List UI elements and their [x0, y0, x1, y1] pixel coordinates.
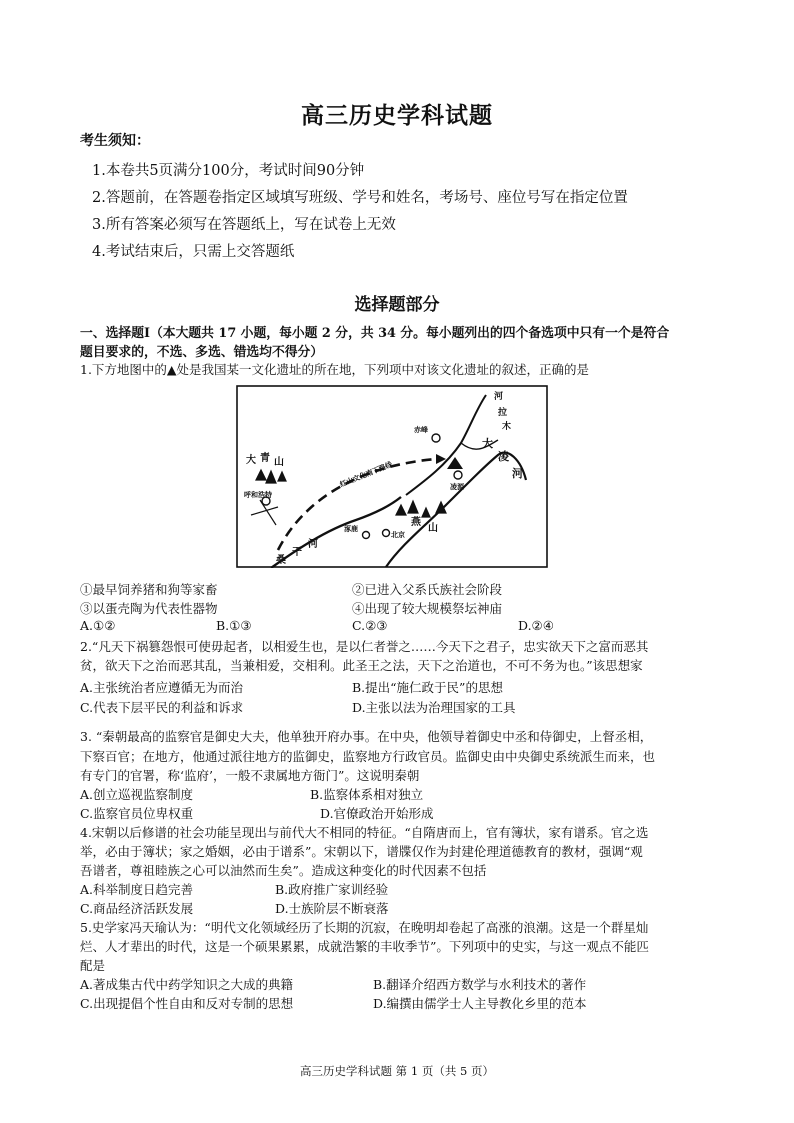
map-label: 呼和浩特 [244, 491, 272, 499]
map-label: 燕 [411, 517, 421, 528]
map-label: 木 [502, 422, 512, 432]
q1-option-b: B.①③ [216, 618, 252, 633]
q1-stem: 1.下方地图中的▲处是我国某一文化遗址的所在地，下列项中对该文化遗址的叙述，正确的是 [80, 362, 590, 377]
q2-option-d: D.主张以法为治理国家的工具 [352, 700, 516, 715]
notice-item: 2.答题前，在答题卷指定区域填写班级、学号和姓名，考场号、座位号写在指定位置 [92, 190, 628, 206]
q4-stem-line1: 4.宋朝以后修谱的社会功能呈现出与前代大不相同的特征。“自隋唐而上，官有簿状，家有谱系。官之选 [80, 825, 649, 840]
q3-option-d: D.官僚政治开始形成 [320, 806, 434, 821]
q1-option-d: D.②④ [518, 618, 554, 633]
q2-option-a: A.主张统治者应遵循无为而治 [80, 680, 244, 695]
part-instructions-line1: 一、选择题Ⅰ（本大题共 17 小题，每小题 2 分，共 34 分。每小题列出的四个备选项中只有一个是符合 [80, 326, 670, 341]
notice-item: 1.本卷共5页满分100分，考试时间90分钟 [92, 163, 365, 179]
notice-heading: 考生须知： [80, 133, 150, 149]
q3-stem-line3: 有专门的官署，称‘监府’，一般不隶属地方衙门”。这说明秦朝 [80, 768, 420, 783]
q2-stem-line1: 2.“凡天下祸篡怨恨可使毋起者，以相爱生也，是以仁者誉之……今天下之君子，忠实欲天下之富而恶其 [80, 639, 649, 654]
notice-item: 4.考试结束后，只需上交答题纸 [92, 244, 295, 260]
map-label: 涿鹿 [344, 525, 358, 533]
q1-statement-4: ④出现了较大规模祭坛神庙 [352, 601, 503, 616]
map-label: 河 [308, 539, 318, 550]
q5-option-b: B.翻译介绍西方数学与水利技术的著作 [373, 977, 587, 992]
city-zhuolu [363, 532, 370, 539]
map-label: 凌源 [450, 483, 464, 491]
map-label: 河 [494, 392, 504, 402]
page-footer: 高三历史学科试题 第 1 页（共 5 页） [300, 1064, 494, 1078]
q5-option-a: A.著成集古代中药学知识之大成的典籍 [80, 977, 294, 992]
part-instructions-line2: 题目要求的，不选、多选、错选均不得分） [80, 345, 324, 360]
q1-statement-1: ①最早饲养猪和狗等家畜 [80, 582, 218, 597]
map-label: 凌 [498, 450, 509, 463]
q4-stem-line3: 吾谱者，尊祖睦族之心可以油然而生矣”。造成这种变化的时代因素不包括 [80, 863, 487, 878]
page-title: 高三历史学科试题 [301, 102, 493, 129]
map-label: 山 [428, 523, 438, 534]
map-label: 红山文化南下路线 [338, 460, 394, 489]
q3-option-c: C.监察官员位卑权重 [80, 806, 194, 821]
city-chifeng [432, 434, 440, 442]
q3-option-a: A.创立巡视监察制度 [80, 787, 194, 802]
q1-statement-2: ②已进入父系氏族社会阶段 [352, 582, 503, 597]
q1-statement-3: ③以蛋壳陶为代表性器物 [80, 601, 218, 616]
q3-option-b: B.监察体系相对独立 [310, 787, 424, 802]
q5-stem-line1: 5.史学家冯天瑜认为：“明代文化领域经历了长期的沉寂，在晚明却卷起了高涨的浪潮。这是一个群星灿 [80, 920, 649, 935]
city-lingyuan [454, 471, 462, 479]
q2-option-b: B.提出“施仁政于民”的思想 [352, 680, 503, 695]
map-label: 山 [274, 457, 284, 468]
map-label: 青 [260, 453, 270, 464]
map-label: 赤峰 [414, 426, 428, 434]
q4-stem-line2: 举，必由于簿状；家之婚姻，必由于谱系”。宋朝以下，谱牒仅作为封建伦理道德教育的教材，强调“观 [80, 844, 643, 859]
q4-option-d: D.士族阶层不断衰落 [275, 901, 389, 916]
map-label: 桑 [276, 555, 286, 566]
map-label: 干 [292, 547, 302, 558]
culture-site-map [236, 385, 548, 568]
q5-stem-line3: 配是 [80, 958, 106, 973]
map-label: 大 [246, 455, 256, 466]
q4-option-b: B.政府推广家训经验 [275, 882, 389, 897]
notice-item: 3.所有答案必须写在答题纸上，写在试卷上无效 [92, 217, 396, 233]
map-label: 北京 [391, 531, 405, 539]
q5-option-c: C.出现提倡个性自由和反对专制的思想 [80, 996, 294, 1011]
map-label: 大 [482, 437, 493, 450]
map-label: 拉 [498, 408, 508, 418]
q4-option-a: A.科举制度日趋完善 [80, 882, 194, 897]
q3-stem-line2: 下察百官；在地方，他通过派往地方的监御史，监察地方行政官员。监御史由中央御史系统派生而来，也 [80, 749, 656, 764]
q4-option-c: C.商品经济活跃发展 [80, 901, 194, 916]
city-beijing [383, 530, 390, 537]
q1-option-a: A.①② [80, 618, 116, 633]
map-label: 河 [512, 467, 523, 480]
q2-stem-line2: 贫，欲天下之治而恶其乱，当兼相爱，交相利。此圣王之法，天下之治道也，不可不务为也。”该思想家 [80, 658, 643, 673]
q1-option-c: C.②③ [352, 618, 388, 633]
q3-stem-line1: 3. “秦朝最高的监察官是御史大夫，他单独开府办事。在中央，他领导着御史中丞和侍御史，上督丞相， [80, 729, 653, 744]
section-title: 选择题部分 [354, 295, 440, 315]
q2-option-c: C.代表下层平民的利益和诉求 [80, 700, 244, 715]
q5-stem-line2: 烂、人才辈出的时代，这是一个硕果累累，成就浩繁的丰收季节”。下列项中的史实，与这一观点不能匹 [80, 939, 649, 954]
q5-option-d: D.编撰由儒学士人主导教化乡里的范本 [373, 996, 587, 1011]
